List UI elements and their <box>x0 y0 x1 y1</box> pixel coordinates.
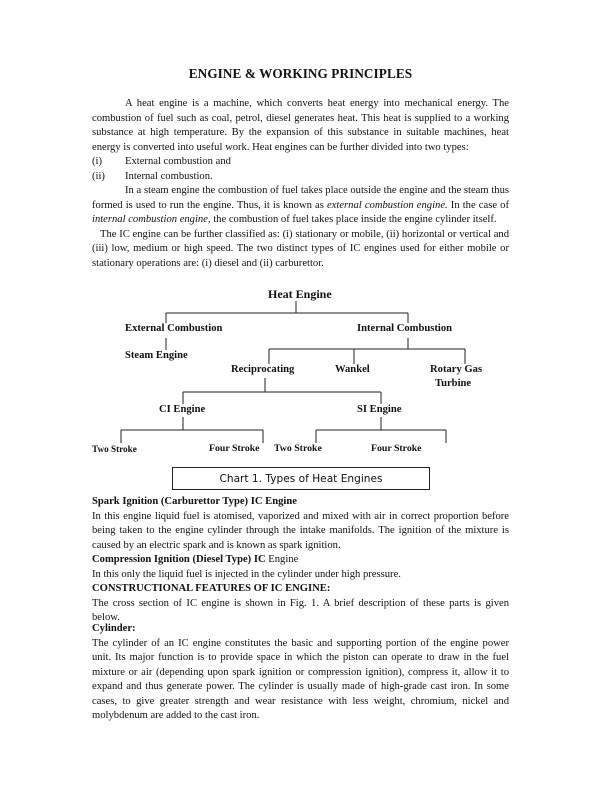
page-title: ENGINE & WORKING PRINCIPLES <box>188 66 413 81</box>
section-heading-constructional: CONSTRUCTIONAL FEATURES OF IC ENGINE: <box>92 583 331 594</box>
section-text-constructional: The cross section of IC engine is shown in Fig. 1. A brief description of these parts is given below. <box>92 597 509 623</box>
node-ci-two-stroke: Two Stroke <box>92 444 137 454</box>
node-si-engine: SI Engine <box>357 404 402 415</box>
list-text: Internal combustion. <box>125 170 213 182</box>
node-heat-engine: Heat Engine <box>268 287 332 301</box>
list-number: (ii) <box>92 170 105 182</box>
heading-bold-text: Compression Ignition (Diesel Type) IC <box>92 554 266 565</box>
chart-caption <box>172 467 430 490</box>
heading-rest-text: Engine <box>265 554 299 565</box>
intro-paragraph-3: The IC engine can be further classified as: (i) stationary or mobile, (ii) horizontal or vertical and (iii) low, medium or high speed. The two distinct types of IC engines used for either mobile or stationary operations are: (i) diesel and (ii) carburettor. <box>92 228 509 269</box>
spark-ignition-section <box>92 495 509 626</box>
section-text-ci: In this only the liquid fuel is injected in the cylinder under high pressure. <box>92 568 401 580</box>
section-text-spark: In this engine liquid fuel is atomised, vaporized and mixed with air in correct proportion before being taken to the engine cylinder through the intake manifolds. The ignition of the mixture is caused by an electric spark and is known as spark ignition. <box>92 510 509 551</box>
node-ci-four-stroke: Four Stroke <box>209 443 260 454</box>
node-rotary-gas: Rotary Gas <box>430 364 483 375</box>
caption-text: Chart 1. Types of Heat Engines <box>219 472 383 485</box>
node-steam-engine: Steam Engine <box>125 350 188 361</box>
emphasis-text: external combustion engine. <box>326 199 448 211</box>
node-wankel: Wankel <box>335 364 370 375</box>
node-si-two-stroke: Two Stroke <box>274 443 322 454</box>
node-ci-engine: CI Engine <box>159 404 206 415</box>
section-heading-cylinder: Cylinder: <box>92 623 136 634</box>
intro-paragraph-1: A heat engine is a machine, which converts heat energy into mechanical energy. The combustion of fuel such as coal, petrol, diesel generates heat. This heat is supplied to a working substance at high temperature. By the expansion of this substance in suitable machines, heat energy is converted into useful work. Heat engines can be further divided into two types: <box>92 98 509 153</box>
section-heading-ci <box>92 553 509 568</box>
emphasis-text: internal combustion engine, <box>92 214 211 225</box>
node-internal-combustion: Internal Combustion <box>357 323 453 334</box>
node-si-four-stroke: Four Stroke <box>371 443 422 454</box>
text-run: In a steam engine the combustion of fuel takes place outside the engine and the steam thus formed is used to run the engine. Thus, it is known as <box>92 185 509 211</box>
node-turbine: Turbine <box>435 378 472 389</box>
node-reciprocating: Reciprocating <box>231 364 295 375</box>
section-text-cylinder: The cylinder of an IC engine constitutes the basic and supporting portion of the engine power unit. Its major function is to provide space in which the piston can operate to draw in the fuel mixture or air (depending upon spark ignition or compression ignition), compress it, allow it to expand and thus generate power. The cylinder is usually made of high-grade cast iron. In some cases, to give greater strength and wear resistance with less weight, chromium, nickel and molybdenum are added to the cast iron. <box>92 637 509 721</box>
node-external-combustion: External Combustion <box>125 323 223 334</box>
section-heading-spark: Spark Ignition (Carburettor Type) IC Engine <box>92 496 297 507</box>
text-run: In the case of <box>447 199 509 211</box>
list-number: (i) <box>92 156 102 167</box>
text-run: the combustion of fuel takes place inside the engine cylinder itself. <box>210 214 497 225</box>
list-text: External combustion and <box>125 156 231 167</box>
cylinder-section <box>92 622 509 724</box>
